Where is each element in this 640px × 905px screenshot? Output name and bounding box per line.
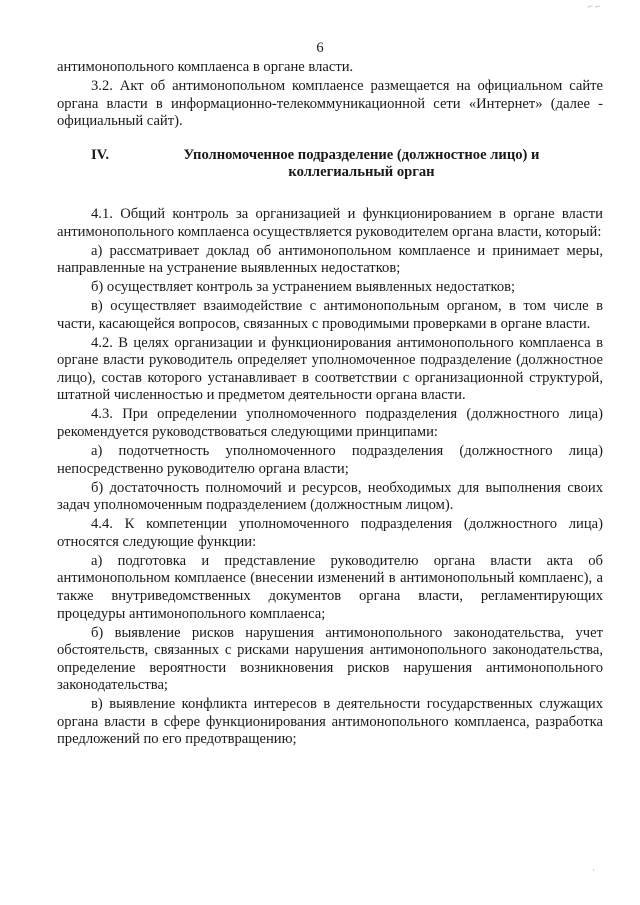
paragraph-4-3-a: а) подотчетность уполномоченного подразделения (должностного лица) непосредственно руководителю органа власти; bbox=[57, 443, 603, 477]
paragraph-4-4-b: б) выявление рисков нарушения антимонопольного законодательства, учет обстоятельств, связанных с рисками нарушения антимонопольного законодательства, определение вероятности возникновения рисков нарушения антимонопольного законодательства; bbox=[57, 624, 603, 694]
scan-mark-top: ⌐ ⌐ bbox=[588, 1, 601, 11]
section-number: IV. bbox=[91, 146, 109, 163]
document-body bbox=[57, 59, 603, 750]
paragraph-continuation: антимонопольного комплаенса в органе власти. bbox=[57, 59, 354, 75]
paragraph-4-3: 4.3. При определении уполномоченного подразделения (должностного лица) рекомендуется руководствоваться следующими принципами: bbox=[57, 406, 603, 441]
paragraph-4-4-c: в) выявление конфликта интересов в деятельности государственных служащих органа власти в сфере функционирования антимонопольного комплаенса, разработка предложений по его предотвращению; bbox=[57, 696, 603, 748]
paragraph-4-4: 4.4. К компетенции уполномоченного подразделения (должностного лица) относятся следующие функции: bbox=[57, 516, 603, 550]
page-number: 6 bbox=[316, 40, 324, 56]
paragraph-4-1-b: б) осуществляет контроль за устранением выявленных недостатков; bbox=[91, 279, 516, 296]
section-title: Уполномоченное подразделение (должностное лицо) и коллегиальный орган bbox=[183, 146, 540, 181]
paragraph-4-1-a: а) рассматривает доклад об антимонопольном комплаенсе и принимает меры, направленные на устранение выявленных недостатков; bbox=[57, 242, 603, 277]
paragraph-4-3-b: б) достаточность полномочий и ресурсов, необходимых для выполнения своих задач уполномоченным подразделением (должностным лицом). bbox=[57, 479, 603, 514]
scan-mark-bottom: · bbox=[592, 865, 595, 875]
paragraph-3-2: 3.2. Акт об антимонопольном комплаенсе размещается на официальном сайте органа власти в информационно-телекоммуникационной сети «Интернет» (далее - официальный сайт). bbox=[57, 77, 603, 130]
section-heading bbox=[57, 147, 603, 182]
paragraph-4-4-a: а) подготовка и представление руководителю органа власти акта об антимонопольном комплаенсе (внесении изменений в антимонопольный комплаенс), а также внутриведомственных документов органа власти, регламентирующих процедуры антимонопольного комплаенса; bbox=[57, 552, 603, 622]
paragraph-4-1-c: в) осуществляет взаимодействие с антимонопольным органом, в том числе в части, касающейся вопросов, связанных с проводимыми проверками в органе власти. bbox=[57, 298, 603, 332]
paragraph-4-1: 4.1. Общий контроль за организацией и функционированием в органе власти антимонопольного комплаенса осуществляется руководителем органа власти, который: bbox=[57, 205, 603, 240]
paragraph-4-2: 4.2. В целях организации и функционирования антимонопольного комплаенса в органе власти руководитель определяет уполномоченное подразделение (должностное лицо), состав которого устанавливает в соответствии с организационной структурой, штатной численностью и предметом деятельности органа власти. bbox=[57, 334, 603, 404]
